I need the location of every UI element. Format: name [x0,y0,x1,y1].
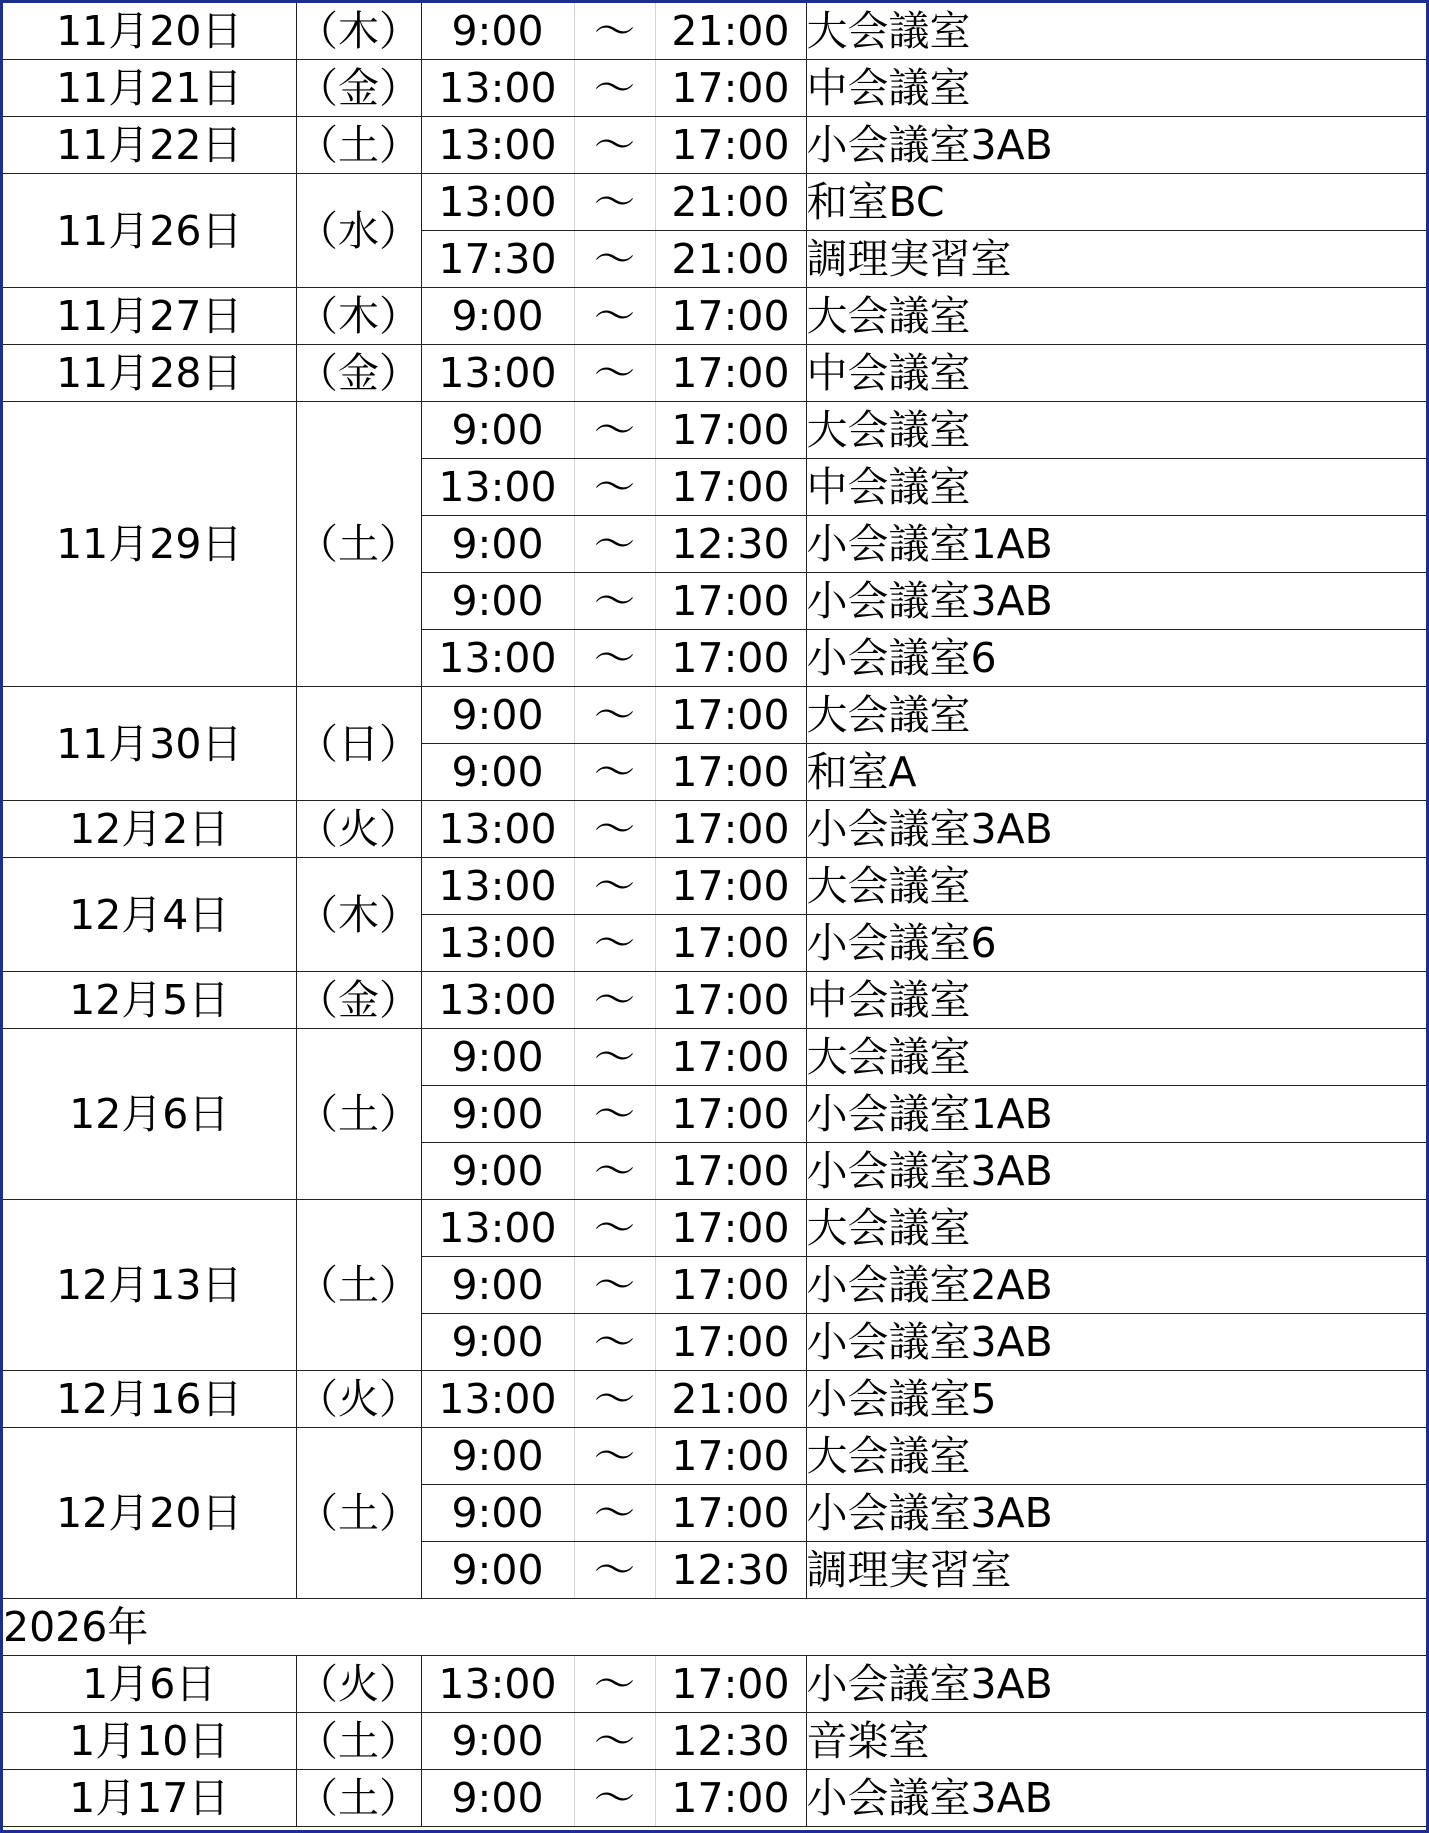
end-time-cell: 17:00 [655,801,806,858]
tilde-cell: ～ [574,1086,655,1143]
tilde-cell: ～ [574,915,655,972]
end-time-cell: 12:30 [655,1713,806,1770]
tilde-cell: ～ [574,1371,655,1428]
table-row [3,174,1426,231]
room-cell: 中会議室 [806,60,1426,117]
tilde-cell: ～ [574,1656,655,1713]
table-row [3,972,1426,1029]
room-cell: 小会議室3AB [806,801,1426,858]
room-cell: 大会議室 [806,402,1426,459]
tilde-cell: ～ [574,117,655,174]
table-row [3,1371,1426,1428]
room-cell: 中会議室 [806,972,1426,1029]
start-time-cell: 13:00 [421,117,574,174]
table-row [3,3,1426,60]
room-cell: 大会議室 [806,687,1426,744]
start-time-cell: 9:00 [421,1029,574,1086]
weekday-cell: （火） [296,1656,421,1713]
tilde-cell: ～ [574,573,655,630]
start-time-cell: 13:00 [421,345,574,402]
start-time-cell: 9:00 [421,1713,574,1770]
room-cell: 大会議室 [806,858,1426,915]
start-time-cell: 9:00 [421,1428,574,1485]
end-time-cell: 17:00 [655,1485,806,1542]
end-time-cell: 17:00 [655,117,806,174]
date-cell: 11月26日 [3,174,296,288]
end-time-cell: 17:00 [655,1770,806,1827]
tilde-cell: ～ [574,60,655,117]
end-time-cell: 17:00 [655,1200,806,1257]
end-time-cell: 17:00 [655,1257,806,1314]
date-cell: 12月13日 [3,1200,296,1371]
weekday-cell: （土） [296,117,421,174]
room-cell: 小会議室3AB [806,1770,1426,1827]
weekday-cell: （木） [296,858,421,972]
tilde-cell: ～ [574,1713,655,1770]
room-cell: 小会議室3AB [806,573,1426,630]
table-row [3,858,1426,915]
tilde-cell: ～ [574,801,655,858]
date-cell: 12月20日 [3,1428,296,1599]
tilde-cell: ～ [574,174,655,231]
tilde-cell: ～ [574,1770,655,1827]
start-time-cell: 9:00 [421,1257,574,1314]
tilde-cell: ～ [574,402,655,459]
start-time-cell: 13:00 [421,459,574,516]
tilde-cell: ～ [574,972,655,1029]
end-time-cell: 17:00 [655,858,806,915]
start-time-cell: 9:00 [421,288,574,345]
weekday-cell: （火） [296,1371,421,1428]
weekday-cell: （木） [296,3,421,60]
weekday-cell: （火） [296,801,421,858]
end-time-cell: 17:00 [655,1656,806,1713]
start-time-cell: 9:00 [421,744,574,801]
end-time-cell: 17:00 [655,402,806,459]
end-time-cell: 17:00 [655,60,806,117]
schedule-table [3,3,1426,1827]
date-cell: 11月29日 [3,402,296,687]
end-time-cell: 12:30 [655,1542,806,1599]
date-cell: 1月6日 [3,1656,296,1713]
tilde-cell: ～ [574,744,655,801]
start-time-cell: 9:00 [421,402,574,459]
room-cell: 小会議室1AB [806,516,1426,573]
tilde-cell: ～ [574,630,655,687]
end-time-cell: 21:00 [655,174,806,231]
tilde-cell: ～ [574,345,655,402]
room-cell: 大会議室 [806,288,1426,345]
room-cell: 大会議室 [806,3,1426,60]
room-cell: 中会議室 [806,459,1426,516]
year-label: 2026年 [3,1599,1426,1656]
room-cell: 和室A [806,744,1426,801]
tilde-cell: ～ [574,459,655,516]
tilde-cell: ～ [574,1314,655,1371]
tilde-cell: ～ [574,1485,655,1542]
table-row [3,1428,1426,1485]
room-cell: 小会議室3AB [806,1143,1426,1200]
weekday-cell: （土） [296,1770,421,1827]
room-cell: 和室BC [806,174,1426,231]
end-time-cell: 17:00 [655,744,806,801]
table-row [3,402,1426,459]
end-time-cell: 17:00 [655,972,806,1029]
year-row [3,1599,1426,1656]
weekday-cell: （土） [296,1713,421,1770]
tilde-cell: ～ [574,3,655,60]
table-row [3,288,1426,345]
end-time-cell: 21:00 [655,1371,806,1428]
date-cell: 12月4日 [3,858,296,972]
start-time-cell: 13:00 [421,1200,574,1257]
room-cell: 小会議室3AB [806,1656,1426,1713]
weekday-cell: （金） [296,345,421,402]
start-time-cell: 13:00 [421,630,574,687]
room-cell: 中会議室 [806,345,1426,402]
room-cell: 小会議室2AB [806,1257,1426,1314]
tilde-cell: ～ [574,1542,655,1599]
room-cell: 小会議室1AB [806,1086,1426,1143]
end-time-cell: 17:00 [655,1143,806,1200]
table-row [3,1200,1426,1257]
tilde-cell: ～ [574,1143,655,1200]
room-cell: 小会議室6 [806,915,1426,972]
room-cell: 小会議室3AB [806,117,1426,174]
start-time-cell: 9:00 [421,1086,574,1143]
weekday-cell: （土） [296,1200,421,1371]
room-cell: 大会議室 [806,1200,1426,1257]
end-time-cell: 17:00 [655,1086,806,1143]
date-cell: 11月22日 [3,117,296,174]
weekday-cell: （土） [296,402,421,687]
weekday-cell: （日） [296,687,421,801]
date-cell: 12月2日 [3,801,296,858]
room-cell: 調理実習室 [806,1542,1426,1599]
weekday-cell: （金） [296,60,421,117]
weekday-cell: （水） [296,174,421,288]
date-cell: 11月21日 [3,60,296,117]
date-cell: 11月28日 [3,345,296,402]
table-row [3,117,1426,174]
room-cell: 小会議室3AB [806,1485,1426,1542]
tilde-cell: ～ [574,1029,655,1086]
end-time-cell: 17:00 [655,1314,806,1371]
end-time-cell: 17:00 [655,288,806,345]
tilde-cell: ～ [574,858,655,915]
weekday-cell: （金） [296,972,421,1029]
start-time-cell: 9:00 [421,1770,574,1827]
start-time-cell: 13:00 [421,915,574,972]
tilde-cell: ～ [574,1428,655,1485]
end-time-cell: 17:00 [655,915,806,972]
table-row [3,687,1426,744]
table-row [3,1770,1426,1827]
date-cell: 11月30日 [3,687,296,801]
tilde-cell: ～ [574,231,655,288]
table-row [3,1029,1426,1086]
start-time-cell: 9:00 [421,3,574,60]
room-cell: 大会議室 [806,1029,1426,1086]
end-time-cell: 17:00 [655,1029,806,1086]
start-time-cell: 9:00 [421,1542,574,1599]
room-cell: 小会議室3AB [806,1314,1426,1371]
start-time-cell: 9:00 [421,1143,574,1200]
start-time-cell: 13:00 [421,1371,574,1428]
weekday-cell: （土） [296,1029,421,1200]
end-time-cell: 21:00 [655,3,806,60]
start-time-cell: 13:00 [421,801,574,858]
table-row [3,345,1426,402]
date-cell: 12月6日 [3,1029,296,1200]
table-row [3,60,1426,117]
start-time-cell: 9:00 [421,1485,574,1542]
room-cell: 調理実習室 [806,231,1426,288]
end-time-cell: 17:00 [655,630,806,687]
weekday-cell: （木） [296,288,421,345]
tilde-cell: ～ [574,1257,655,1314]
tilde-cell: ～ [574,516,655,573]
date-cell: 12月5日 [3,972,296,1029]
start-time-cell: 9:00 [421,1314,574,1371]
room-cell: 小会議室5 [806,1371,1426,1428]
date-cell: 12月16日 [3,1371,296,1428]
start-time-cell: 13:00 [421,858,574,915]
tilde-cell: ～ [574,687,655,744]
tilde-cell: ～ [574,1200,655,1257]
table-row [3,1713,1426,1770]
start-time-cell: 13:00 [421,1656,574,1713]
schedule-body [3,3,1426,1827]
start-time-cell: 9:00 [421,516,574,573]
end-time-cell: 12:30 [655,516,806,573]
weekday-cell: （土） [296,1428,421,1599]
room-cell: 音楽室 [806,1713,1426,1770]
end-time-cell: 17:00 [655,345,806,402]
table-row [3,1656,1426,1713]
end-time-cell: 17:00 [655,573,806,630]
start-time-cell: 13:00 [421,60,574,117]
date-cell: 1月10日 [3,1713,296,1770]
start-time-cell: 9:00 [421,687,574,744]
table-row [3,801,1426,858]
end-time-cell: 17:00 [655,459,806,516]
room-cell: 小会議室6 [806,630,1426,687]
start-time-cell: 13:00 [421,174,574,231]
date-cell: 11月20日 [3,3,296,60]
date-cell: 1月17日 [3,1770,296,1827]
end-time-cell: 17:00 [655,1428,806,1485]
start-time-cell: 9:00 [421,573,574,630]
start-time-cell: 13:00 [421,972,574,1029]
end-time-cell: 17:00 [655,687,806,744]
tilde-cell: ～ [574,288,655,345]
start-time-cell: 17:30 [421,231,574,288]
date-cell: 11月27日 [3,288,296,345]
room-cell: 大会議室 [806,1428,1426,1485]
end-time-cell: 21:00 [655,231,806,288]
